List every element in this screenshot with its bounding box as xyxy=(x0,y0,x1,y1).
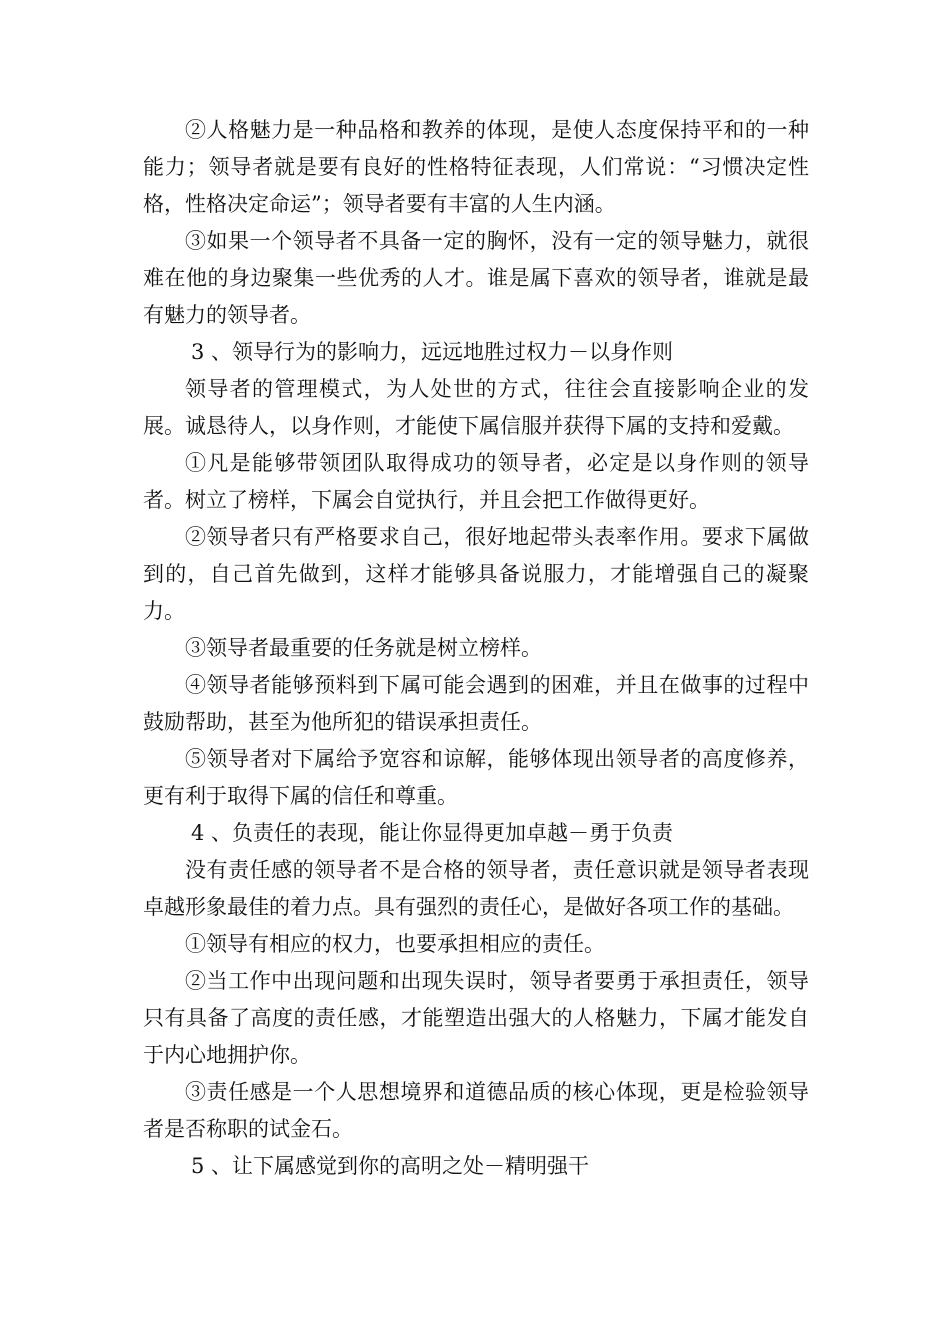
paragraph-section-3-item-5: ⑤领导者对下属给予宽容和谅解，能够体现出领导者的高度修养，更有利于取得下属的信任和尊重。 xyxy=(143,747,809,808)
section-heading-4: 4 、负责任的表现，能让你显得更加卓越－勇于负责 xyxy=(191,821,674,845)
document-body xyxy=(143,112,809,1185)
paragraph-section-3-item-4: ④领导者能够预料到下属可能会遇到的困难，并且在做事的过程中鼓励帮助，甚至为他所犯的错误承担责任。 xyxy=(143,673,809,734)
paragraph-section-3-intro: 领导者的管理模式，为人处世的方式，往往会直接影响企业的发展。诚恳待人，以身作则，才能使下属信服并获得下属的支持和爱戴。 xyxy=(143,377,809,438)
section-heading-5: 5 、让下属感觉到你的高明之处－精明强干 xyxy=(191,1154,590,1178)
paragraph-section-4-item-2: ②当工作中出现问题和出现失误时，领导者要勇于承担责任，领导只有具备了高度的责任感，才能塑造出强大的人格魅力，下属才能发自于内心地拥护你。 xyxy=(143,969,809,1067)
paragraph-section-4-item-1: ①领导有相应的权力，也要承担相应的责任。 xyxy=(185,932,605,956)
paragraph-section-3-item-2: ②领导者只有严格要求自己，很好地起带头表率作用。要求下属做到的，自己首先做到，这样才能够具备说服力，才能增强自己的凝聚力。 xyxy=(143,525,809,623)
paragraph-charisma-2: ②人格魅力是一种品格和教养的体现，是使人态度保持平和的一种能力；领导者就是要有良好的性格特征表现，人们常说：“习惯决定性格，性格决定命运”；领导者要有丰富的人生内涵。 xyxy=(143,118,809,216)
paragraph-charisma-3: ③如果一个领导者不具备一定的胸怀，没有一定的领导魅力，就很难在他的身边聚集一些优秀的人才。谁是属下喜欢的领导者，谁就是最有魅力的领导者。 xyxy=(143,229,809,327)
paragraph-section-4-intro: 没有责任感的领导者不是合格的领导者，责任意识就是领导者表现卓越形象最佳的着力点。具有强烈的责任心，是做好各项工作的基础。 xyxy=(143,858,809,919)
section-heading-3: 3 、领导行为的影响力，远远地胜过权力－以身作则 xyxy=(191,340,674,364)
paragraph-section-3-item-1: ①凡是能够带领团队取得成功的领导者，必定是以身作则的领导者。树立了榜样，下属会自觉执行，并且会把工作做得更好。 xyxy=(143,451,809,512)
paragraph-section-3-item-3: ③领导者最重要的任务就是树立榜样。 xyxy=(185,636,542,660)
paragraph-section-4-item-3: ③责任感是一个人思想境界和道德品质的核心体现，更是检验领导者是否称职的试金石。 xyxy=(143,1080,809,1141)
